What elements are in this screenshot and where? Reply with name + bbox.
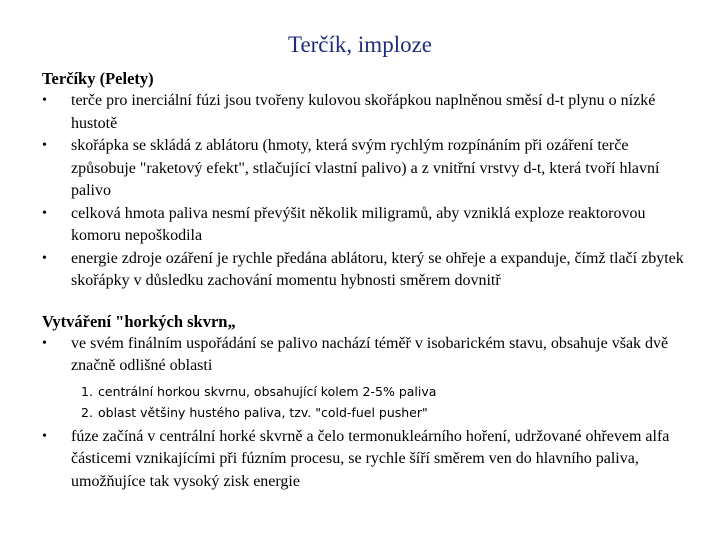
bullet-icon: • [42,250,47,266]
bullet-text: fúze začíná v centrální horké skvrně a čelo termonukleárního hoření, udržované ohřevem alfa částicemi vznikajícími při fúzním procesu, se rychle šíří směrem ven do hlavního paliva, umožňujíce tak vysoký zisk energie [71,427,670,490]
hot-spots-bullet-list-2 [42,426,692,494]
bullet-text: terče pro inerciální fúzi jsou tvořeny kulovou skořápkou naplněnou směsí d-t plynu o nízké hustotě [71,92,656,132]
section-spacer [42,293,692,311]
bullet-icon: • [42,205,47,221]
item-text: oblast většiny hustého paliva, tzv. "cold-fuel pusher" [98,404,428,420]
regions-numbered-list [42,381,692,423]
item-number: 1. [81,383,93,399]
bullet-icon: • [42,93,47,108]
bullet-text: skořápka se skládá z ablátoru (hmoty, která svým rychlým rozpínáním při ozáření terče způsobuje "raketový efekt", stlačující vlastní palivo) a z vnitřní vrstvy d-t, která tvoří hlavní palivo [71,137,660,199]
item-number: 2. [81,404,93,420]
section-heading-hot-spots [42,311,692,333]
bullet-text: celková hmota paliva nesmí převýšit několik miligramů, aby vzniklá exploze reaktorovou komoru nepoškodila [71,204,646,244]
numbered-item [42,381,692,402]
list-item [42,135,692,203]
list-item [42,333,692,378]
list-item [42,90,692,135]
section-heading-hot-spots-text: Vytváření "horkých skvrn„ [42,311,236,331]
list-item [42,426,692,494]
bullet-text: energie zdroje ozáření je rychle předána ablátoru, který se ohřeje a expanduje, čímž tlačí zbytek skořápky v důsledku zachování momentu hybnosti směrem dovnitř [71,249,684,289]
item-text: centrální horkou skvrnu, obsahující kolem 2-5% paliva [98,383,437,399]
pellets-bullet-list [42,90,692,293]
slide-content [42,68,692,493]
section-heading-pellets [42,68,692,90]
slide-title: Terčík, imploze [288,32,432,57]
bullet-text: ve svém finálním uspořádání se palivo nachází téměř v isobarickém stavu, obsahuje však dvě značně odlišné oblasti [71,334,669,374]
section-heading-pellets-text: Terčíky (Pelety) [42,69,154,88]
bullet-icon: • [42,138,47,153]
bullet-icon: • [42,335,47,351]
hot-spots-bullet-list [42,333,692,378]
list-item [42,203,692,248]
bullet-icon: • [42,428,47,444]
list-item [42,248,692,293]
numbered-item [42,402,692,423]
